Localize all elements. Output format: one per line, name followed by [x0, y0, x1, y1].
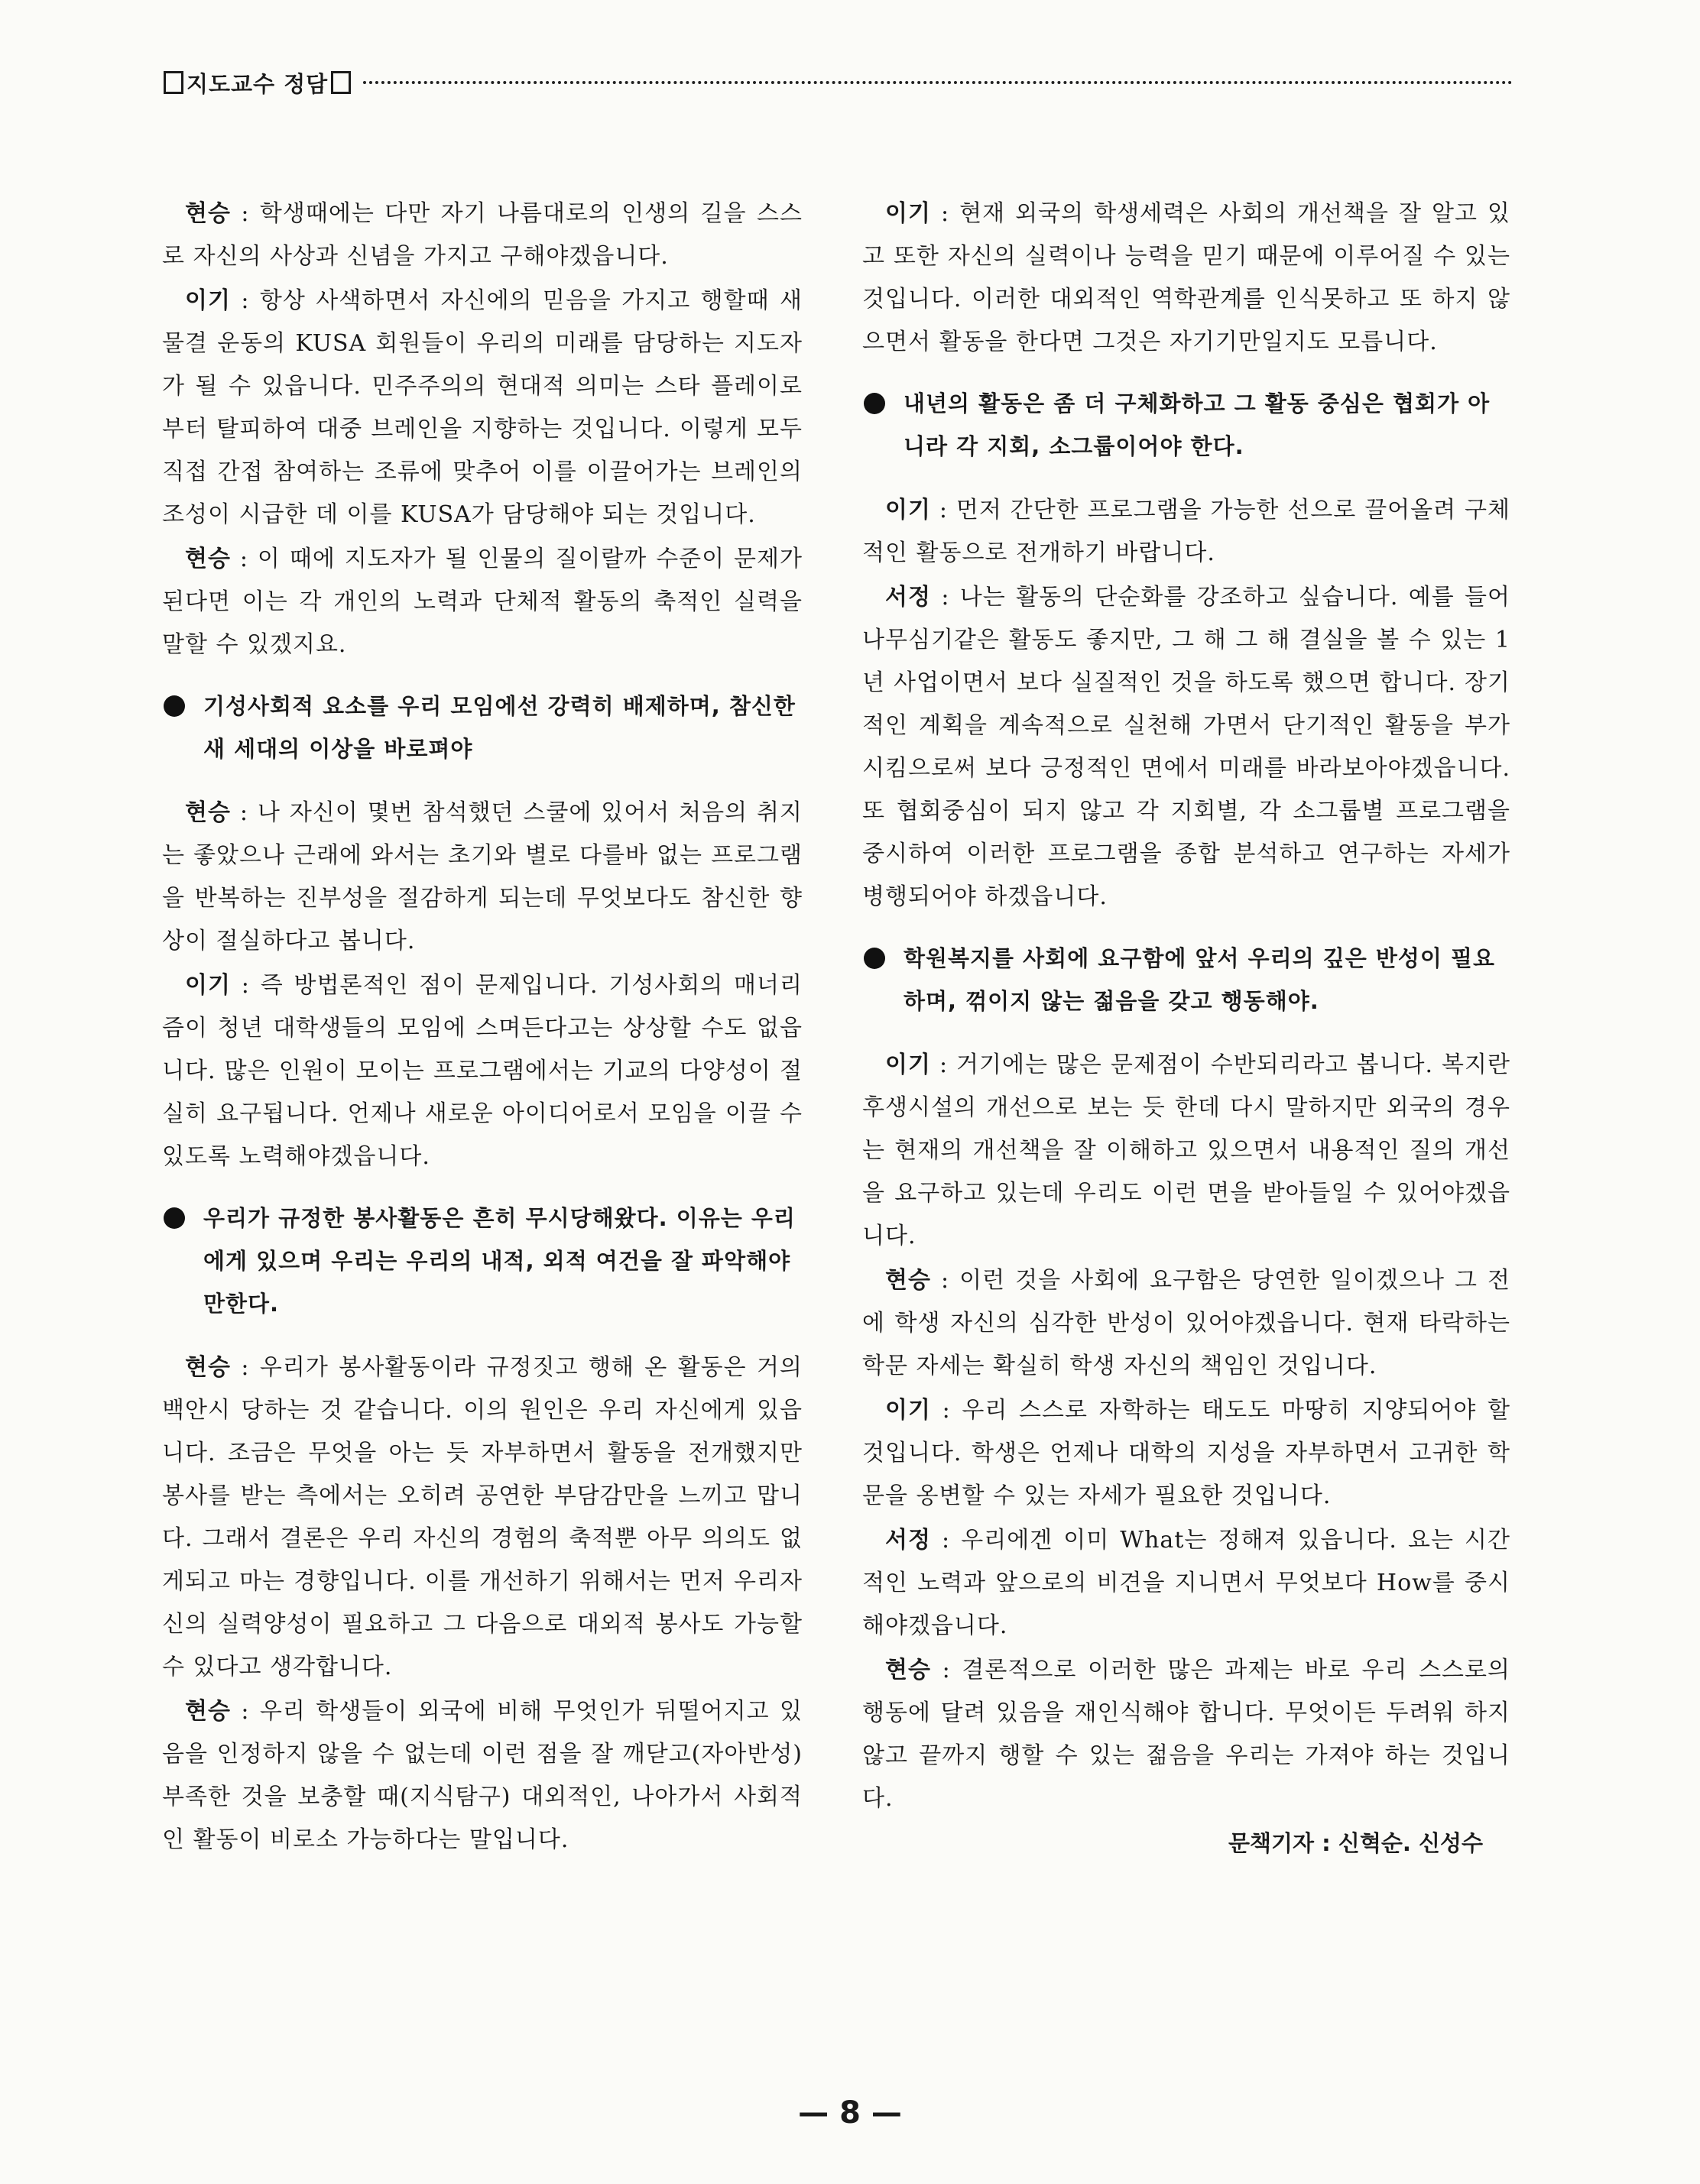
header-dotted-rule [363, 81, 1513, 84]
dialogue-paragraph [162, 964, 803, 1178]
dialogue-text: : 즉 방법론적인 점이 문제입니다. 기성사회의 매너리즘이 청년 대학생들의 모임에 스며든다고는 상상할 수도 없읍니다. 많은 인원이 모이는 프로그램에서는 기교의 다양성이 절실히 요구됩니다. 언제나 새로운 아이디어로서 모임을 이끌 수 있도록 노력해야겠읍니다. [162, 972, 803, 1170]
speaker-name: 현승 [185, 799, 231, 826]
speaker-name: 이기 [885, 497, 931, 523]
bullet-icon [164, 1207, 185, 1229]
dialogue-text: : 나는 활동의 단순화를 강조하고 싶습니다. 예를 들어 나무심기같은 활동도 좋지만, 그 해 그 해 결실을 볼 수 있는 1년 사업이면서 보다 실질적인 것을 하도록 했으면 합니다. 장기적인 계획을 계속적으로 실천해 가면서 단기적인 활동을 부가시킴으로써 보다 긍정적인 면에서 미래를 바라보아야겠읍니다. 또 협회중심이 되지 않고 각 지회별, 각 소그룹별 프로그램을 중시하여 이러한 프로그램을 종합 분석하고 연구하는 자세가 병행되어야 하겠읍니다. [862, 584, 1510, 910]
header-box-right [331, 71, 351, 94]
dialogue-paragraph [862, 1389, 1510, 1518]
dialogue-text: : 우리 학생들이 외국에 비해 무엇인가 뒤떨어지고 있음을 인정하지 않을 수 없는데 이런 점을 잘 깨닫고(자아반성) 부족한 것을 보충할 때(지식탐구) 대외적인, 나아가서 사회적인 활동이 비로소 가능하다는 말입니다. [162, 1698, 803, 1853]
speaker-name: 이기 [185, 287, 231, 314]
dialogue-paragraph [162, 193, 803, 278]
dialogue-text: : 우리가 봉사활동이라 규정짓고 행해 온 활동은 거의 백안시 당하는 것 같습니다. 이의 원인은 우리 자신에게 있읍니다. 조금은 무엇을 아는 듯 자부하면서 활동을 전개했지만 봉사를 받는 측에서는 오히려 공연한 부담감만을 느끼고 맙니다. 그래서 결론은 우리 자신의 경험의 축적뿐 아무 의의도 없게되고 마는 경향입니다. 이를 개선하기 위해서는 먼저 우리자신의 실력양성이 필요하고 그 다음으로 대외적 봉사도 가능할 수 있다고 생각합니다. [162, 1354, 803, 1680]
right-column-body [862, 193, 1510, 1820]
section-heading-text: 우리가 규정한 봉사활동은 흔히 무시당해왔다. 이유는 우리에게 있으며 우리는 우리의 내적, 외적 여건을 잘 파악해야만한다. [203, 1205, 796, 1317]
dialogue-paragraph [162, 1690, 803, 1862]
dialogue-paragraph [862, 1519, 1510, 1648]
speaker-name: 현승 [885, 1267, 931, 1294]
dialogue-paragraph [862, 489, 1510, 575]
byline: 문책기자 : 신혁순. 신성수 [1228, 1830, 1483, 1856]
dialogue-text: : 이 때에 지도자가 될 인물의 질이랄까 수준이 문제가 된다면 이는 각 개인의 노력과 단체적 활동의 축적인 실력을 말할 수 있겠지요. [162, 546, 803, 658]
speaker-name: 현승 [185, 1354, 231, 1381]
header-box-left [164, 71, 183, 94]
section-heading [862, 937, 1510, 1022]
dialogue-paragraph [162, 538, 803, 666]
dialogue-paragraph [162, 280, 803, 536]
dialogue-text: : 나 자신이 몇번 참석했던 스쿨에 있어서 처음의 취지는 좋았으나 근래에 와서는 초기와 별로 다를바 없는 프로그램을 반복하는 진부성을 절감하게 되는데 무엇보다도 참신한 향상이 절실하다고 봅니다. [162, 799, 803, 954]
dialogue-paragraph [862, 193, 1510, 364]
dialogue-paragraph [862, 1649, 1510, 1820]
dialogue-paragraph [862, 1259, 1510, 1388]
dialogue-paragraph [862, 576, 1510, 919]
speaker-name: 현승 [185, 200, 231, 227]
bullet-icon [864, 948, 885, 969]
speaker-name: 이기 [885, 200, 931, 227]
page-header [164, 66, 1513, 99]
speaker-name: 이기 [185, 972, 231, 999]
speaker-name: 현승 [185, 546, 231, 572]
bullet-icon [864, 393, 885, 414]
dialogue-text: : 결론적으로 이러한 많은 과제는 바로 우리 스스로의 행동에 달려 있음을 재인식해야 합니다. 무엇이든 두려워 하지 않고 끝까지 행할 수 있는 젊음을 우리는 가져야 하는 것입니다. [862, 1657, 1510, 1812]
speaker-name: 현승 [885, 1657, 931, 1683]
section-heading-text: 기성사회적 요소를 우리 모임에선 강력히 배제하며, 참신한 새 세대의 이상을 바로펴야 [203, 693, 796, 762]
speaker-name: 현승 [185, 1698, 231, 1725]
dialogue-paragraph [162, 1346, 803, 1689]
speaker-name: 서정 [885, 584, 931, 611]
section-heading [162, 1197, 803, 1325]
dialogue-text: : 이런 것을 사회에 요구함은 당연한 일이겠으나 그 전에 학생 자신의 심각한 반성이 있어야겠읍니다. 현재 타락하는 학문 자세는 확실히 학생 자신의 책임인 것입니다. [862, 1267, 1510, 1379]
section-heading [862, 382, 1510, 468]
page-number: — 8 — [798, 2095, 902, 2131]
dialogue-text: : 우리에겐 이미 What는 정해져 있읍니다. 요는 시간적인 노력과 앞으로의 비견을 지니면서 무엇보다 How를 중시해야겠읍니다. [862, 1527, 1510, 1639]
dialogue-text: : 먼저 간단한 프로그램을 가능한 선으로 끌어올려 구체적인 활동으로 전개하기 바랍니다. [862, 497, 1510, 566]
header-title: 지도교수 정담 [187, 70, 329, 97]
speaker-name: 서정 [885, 1527, 931, 1554]
right-column [862, 193, 1510, 1858]
dialogue-paragraph [162, 792, 803, 963]
dialogue-text: : 항상 사색하면서 자신에의 믿음을 가지고 행할때 새물결 운동의 KUSA 회원들이 우리의 미래를 담당하는 지도자가 될 수 있읍니다. 민주주의의 현대적 의미는 스타 플레이로부터 탈피하여 대중 브레인을 지향하는 것입니다. 이렇게 모두 직접 간접 참여하는 조류에 맞추어 이를 이끌어가는 브레인의 조성이 시급한 데 이를 KUSA가 담당해야 되는 것입니다. [162, 287, 803, 528]
bullet-icon [164, 695, 185, 717]
dialogue-text: : 거기에는 많은 문제점이 수반되리라고 봅니다. 복지란 후생시설의 개선으로 보는 듯 한데 다시 말하지만 외국의 경우는 현재의 개선책을 잘 이해하고 있으면서 내용적인 질의 개선을 요구하고 있는데 우리도 이런 면을 받아들일 수 있어야겠읍니다. [862, 1051, 1510, 1249]
speaker-name: 이기 [885, 1051, 931, 1078]
dialogue-paragraph [862, 1044, 1510, 1258]
section-heading [162, 685, 803, 770]
section-heading-text: 학원복지를 사회에 요구함에 앞서 우리의 깊은 반성이 필요하며, 꺾이지 않는 젊음을 갖고 행동해야. [904, 945, 1496, 1014]
dialogue-text: : 우리 스스로 자학하는 태도도 마땅히 지양되어야 할 것입니다. 학생은 언제나 대학의 지성을 자부하면서 고귀한 학문을 옹변할 수 있는 자세가 필요한 것입니다. [862, 1397, 1510, 1509]
speaker-name: 이기 [885, 1397, 931, 1424]
section-heading-text: 내년의 활동은 좀 더 구체화하고 그 활동 중심은 협회가 아니라 각 지회, 소그룹이어야 한다. [904, 390, 1491, 459]
left-column [162, 193, 803, 1863]
dialogue-text: : 학생때에는 다만 자기 나름대로의 인생의 길을 스스로 자신의 사상과 신념을 가지고 구해야겠읍니다. [162, 200, 803, 270]
dialogue-text: : 현재 외국의 학생세력은 사회의 개선책을 잘 알고 있고 또한 자신의 실력이나 능력을 믿기 때문에 이루어질 수 있는 것입니다. 이러한 대외적인 역학관계를 인식못하고 또 하지 않으면서 활동을 한다면 그것은 자기기만일지도 모릅니다. [862, 200, 1510, 355]
